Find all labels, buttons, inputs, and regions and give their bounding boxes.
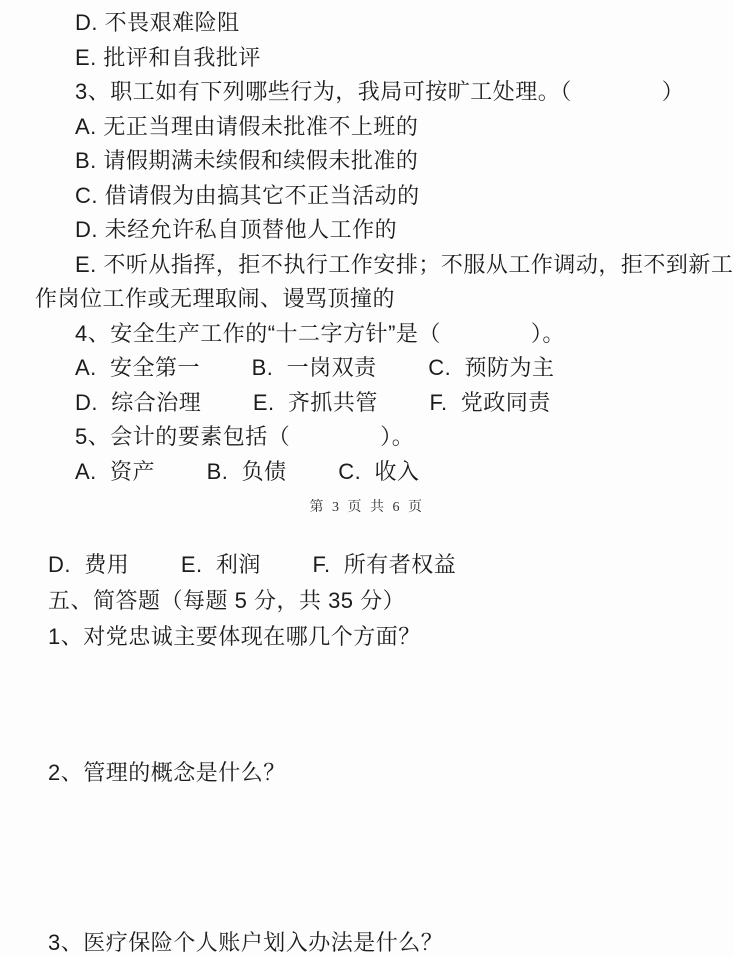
text-line: 5、会计的要素包括（ ）。 bbox=[75, 424, 415, 449]
text-line: 1、对党忠诚主要体现在哪几个方面？ bbox=[48, 624, 421, 649]
text-line: A. 无正当理由请假未批准不上班的 bbox=[75, 113, 419, 139]
text-line: A. 安全第一 B. 一岗双责 C. 预防为主 bbox=[75, 355, 555, 380]
text-line: 3、医疗保险个人账户划入办法是什么？ bbox=[48, 930, 444, 955]
text-line: A. 资产 B. 负债 C. 收入 bbox=[75, 458, 420, 484]
text-line: C. 借请假为由搞其它不正当活动的 bbox=[75, 182, 420, 208]
text-line: D. 不畏艰难险阻 bbox=[75, 10, 240, 35]
page-number-footer: 第 3 页 共 6 页 bbox=[309, 500, 425, 515]
text-line: E. 不听从指挥，拒不执行工作安排；不服从工作调动，拒不到新工 bbox=[75, 251, 734, 277]
text-line: D. 费用 E. 利润 F. 所有者权益 bbox=[48, 552, 457, 577]
text-line: 2、管理的概念是什么？ bbox=[48, 760, 286, 785]
text-line: E. 批评和自我批评 bbox=[75, 44, 261, 70]
exam-page4-content bbox=[0, 547, 734, 956]
text-line: 3、职工如有下列哪些行为，我局可按旷工处理。（ ） bbox=[75, 79, 685, 104]
text-line: 作岗位工作或无理取闹、谩骂顶撞的 bbox=[35, 286, 396, 311]
text-line: D. 未经允许私自顶替他人工作的 bbox=[75, 217, 398, 242]
text-line: 五、简答题（每题 5 分，共 35 分） bbox=[48, 588, 406, 613]
text-line: B. 请假期满未续假和续假未批准的 bbox=[75, 148, 419, 173]
text-line: D. 综合治理 E. 齐抓共管 F. 党政同责 bbox=[75, 389, 551, 415]
text-line: 4、安全生产工作的“十二字方针”是（ ）。 bbox=[75, 320, 565, 346]
